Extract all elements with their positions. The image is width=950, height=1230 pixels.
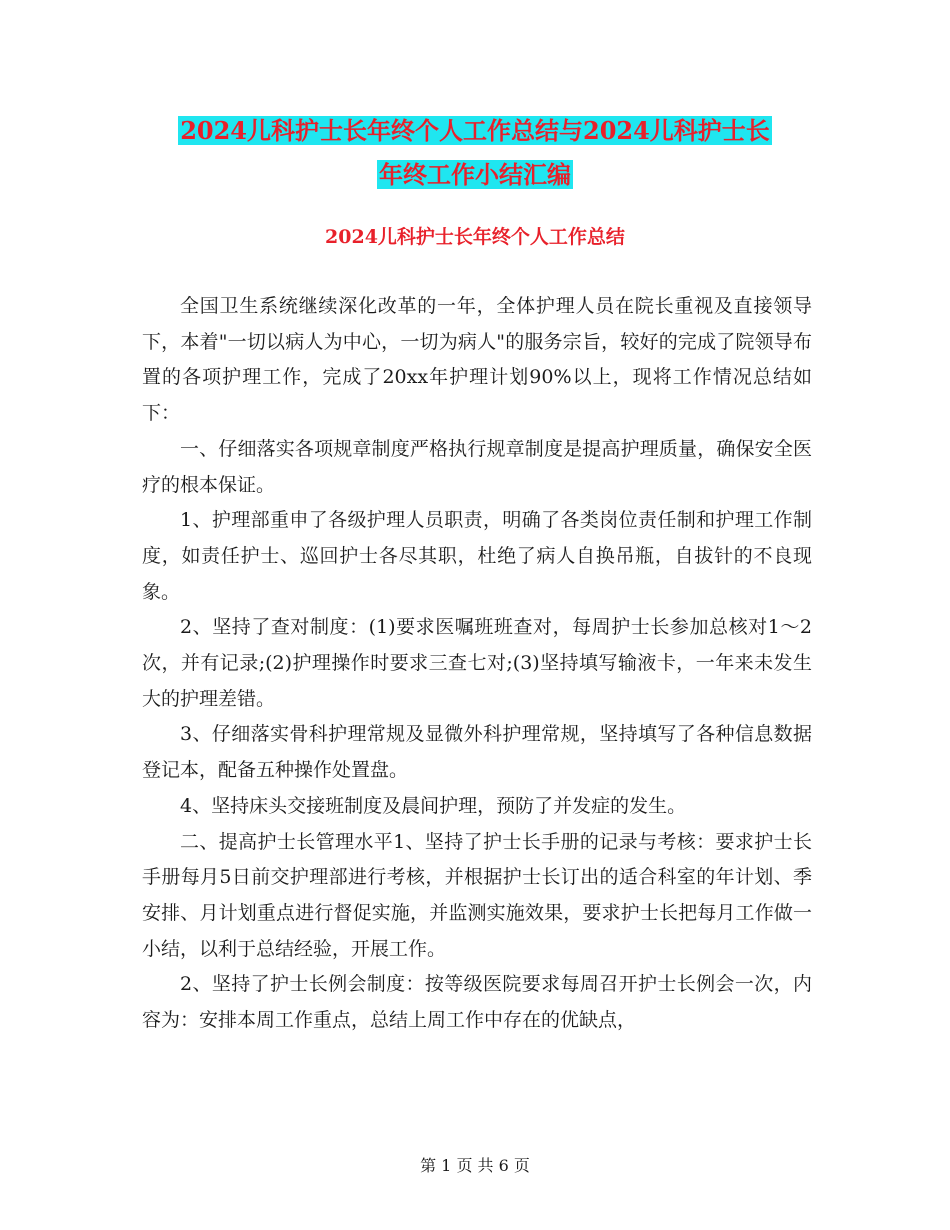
document-title-line-1: [0, 112, 950, 150]
paragraph: 2、坚持了查对制度：(1)要求医嘱班班查对，每周护士长参加总核对1～2次，并有记录;(2)护理操作时要求三查七对;(3)坚持填写输液卡，一年来未发生大的护理差错。: [142, 616, 812, 710]
document-body: [142, 289, 812, 1039]
page-number-footer: 第 1 页 共 6 页: [420, 1156, 530, 1175]
title-highlight-2: 年终工作小结汇编: [379, 160, 571, 189]
document-title-line-2: [0, 156, 950, 194]
paragraph: 1、护理部重申了各级护理人员职责，明确了各类岗位责任制和护理工作制度，如责任护士、巡回护士各尽其职，杜绝了病人自换吊瓶，自拔针的不良现象。: [142, 509, 812, 603]
section-subtitle: 2024儿科护士长年终个人工作总结: [325, 226, 625, 248]
paragraph: 一、仔细落实各项规章制度严格执行规章制度是提高护理质量，确保安全医疗的根本保证。: [142, 437, 812, 496]
paragraph: 2、坚持了护士长例会制度：按等级医院要求每周召开护士长例会一次，内容为：安排本周工作重点，总结上周工作中存在的优缺点，: [142, 973, 812, 1032]
title-highlight-1: 2024儿科护士长年终个人工作总结与2024儿科护士长: [180, 116, 770, 145]
paragraph: 3、仔细落实骨科护理常规及显微外科护理常规，坚持填写了各种信息数据登记本，配备五种操作处置盘。: [142, 723, 812, 782]
paragraph: 二、提高护士长管理水平1、坚持了护士长手册的记录与考核：要求护士长手册每月5日前交护理部进行考核，并根据护士长订出的适合科室的年计划、季安排、月计划重点进行督促实施，并监测实施效果，要求护士长把每月工作做一小结，以利于总结经验，开展工作。: [142, 830, 812, 960]
paragraph: 4、坚持床头交接班制度及晨间护理，预防了并发症的发生。: [180, 794, 687, 817]
paragraph: 全国卫生系统继续深化改革的一年，全体护理人员在院长重视及直接领导下，本着"一切以病人为中心，一切为病人"的服务宗旨，较好的完成了院领导布置的各项护理工作，完成了20xx年护理计划90%以上，现将工作情况总结如下：: [142, 295, 812, 425]
